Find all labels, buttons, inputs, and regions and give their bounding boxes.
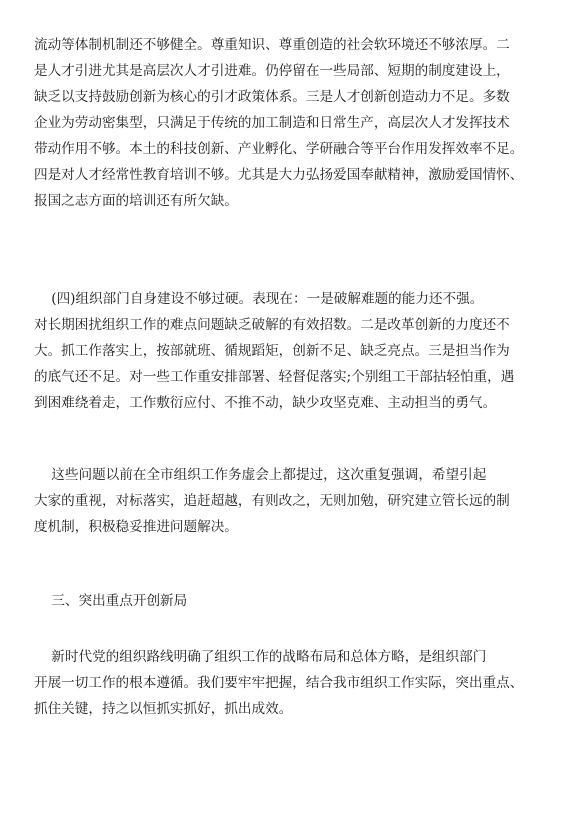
paragraph-summary bbox=[34, 462, 544, 540]
text-line: 大家的重视，对标落实，追赶超越，有则改之，无则加勉，研究建立管长远的制 bbox=[34, 493, 510, 509]
paragraph-talent-issues bbox=[34, 32, 544, 214]
text-line: 缺乏以支持鼓励创新为核心的引才政策体系。三是人才创新创造动力不足。多数 bbox=[34, 89, 510, 105]
text-line: 度机制，积极稳妥推进问题解决。 bbox=[34, 519, 238, 535]
text-line: 开展一切工作的根本遵循。我们要牢牢把握，结合我市组织工作实际，突出重点、 bbox=[34, 675, 524, 691]
text-line: 对长期困扰组织工作的难点问题缺乏破解的有效招数。二是改革创新的力度还不 bbox=[34, 317, 510, 333]
text-line: 这些问题以前在全市组织工作务虚会上都提过，这次重复强调，希望引起 bbox=[34, 467, 487, 483]
text-line: 新时代党的组织路线明确了组织工作的战略布局和总体方略，是组织部门 bbox=[34, 649, 487, 665]
text-line: 到困难绕着走，工作敷衍应付、不推不动，缺少攻坚克难、主动担当的勇气。 bbox=[34, 395, 497, 411]
heading-text: 三、突出重点开创新局 bbox=[34, 593, 188, 609]
text-line: 流动等体制机制还不够健全。尊重知识、尊重创造的社会软环境还不够浓厚。二 bbox=[34, 37, 510, 53]
text-line: 抓住关键，持之以恒抓实抓好，抓出成效。 bbox=[34, 701, 293, 717]
text-line: 是人才引进尤其是高层次人才引进难。仍停留在一些局部、短期的制度建设上， bbox=[34, 63, 510, 79]
text-line: 四是对人才经常性教育培训不够。尤其是大力弘扬爱国奉献精神，激励爱国情怀、 bbox=[34, 167, 524, 183]
text-line: 企业为劳动密集型，只满足于传统的加工制造和日常生产，高层次人才发挥技术 bbox=[34, 115, 510, 131]
section-heading bbox=[34, 588, 544, 614]
paragraph-organization-dept bbox=[34, 286, 544, 416]
text-line: 的底气还不足。对一些工作重安排部署、轻督促落实;个别组工干部拈轻怕重，遇 bbox=[34, 369, 515, 385]
paragraph-new-era bbox=[34, 644, 544, 722]
text-line: 带动作用不够。本土的科技创新、产业孵化、学研融合等平台作用发挥效率不足。 bbox=[34, 141, 524, 157]
text-line: 报国之志方面的培训还有所欠缺。 bbox=[34, 193, 238, 209]
text-line: (四)组织部门自身建设不够过硬。表现在：一是破解难题的能力还不强。 bbox=[34, 291, 484, 307]
text-line: 大。抓工作落实上，按部就班、循规蹈矩，创新不足、缺乏亮点。三是担当作为 bbox=[34, 343, 510, 359]
